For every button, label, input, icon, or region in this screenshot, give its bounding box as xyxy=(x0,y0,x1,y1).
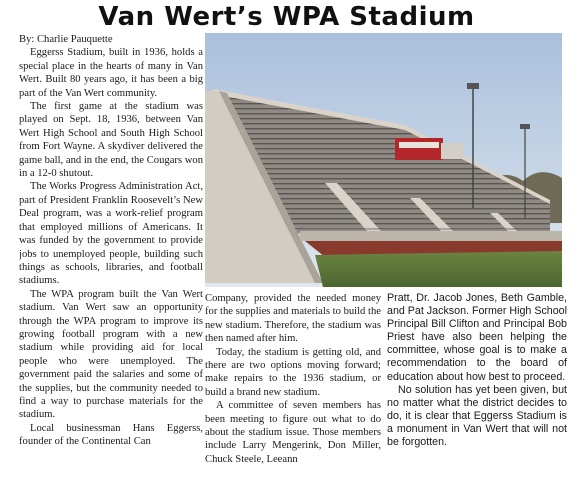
article-column-2 xyxy=(205,292,381,492)
press-box xyxy=(395,138,443,160)
article-column-3 xyxy=(387,292,567,492)
paragraph: The Works Progress Administration Act, part of President Franklin Roosevelt’s New Deal program, was a work-relief program that employed millions of Americans. It was funded by the government to provide jobs to unemployed people, building such things as schools, libraries, and football stadiums. xyxy=(19,181,203,287)
paragraph: A committee of seven members has been meeting to figure out what to do about the stadium issue. Those members include Larry Mengerink, Don Miller, Chuck Steele, Leeann xyxy=(205,400,381,465)
stadium-photo xyxy=(205,33,562,287)
paragraph: No solution has yet been given, but no matter what the district decides to do, it is clear that Eggerss Stadium is a monument in Van Wert that will not be forgotten. xyxy=(387,383,567,449)
paragraph: Local businessman Hans Eggerss, founder of the Continental Can xyxy=(19,422,203,448)
byline: By: Charlie Pauquette xyxy=(19,34,113,45)
paragraph: Pratt, Dr. Jacob Jones, Beth Gamble, and Pat Jackson. Former High School Principal Bill Clifton and Principal Bob Priest have also been helping the committee, whose goal is to make a recommendation to the board of education about how best to proceed. xyxy=(387,292,567,383)
headline: Van Wert’s WPA Stadium xyxy=(98,2,475,32)
field-grass xyxy=(315,251,562,287)
paragraph: Company, provided the needed money for the supplies and materials to build the new stadium. Therefore, the stadium was then named after him. xyxy=(205,293,381,345)
paragraph: The first game at the stadium was played on Sept. 18, 1936, between Van Wert High School and South High School from Fort Wayne. A skydiver delivered the game ball, and in the end, the Cougars won in a 12-0 shutout. xyxy=(19,101,203,180)
paragraph: Eggerss Stadium, built in 1936, holds a special place in the hearts of many in Van Wert. Built 80 years ago, it has been a big part of the Van Wert community. xyxy=(19,47,203,99)
paragraph: Today, the stadium is getting old, and there are two options moving forward; make repairs to the 1936 stadium, or build a brand new stadium. xyxy=(205,346,381,398)
article-column-1 xyxy=(19,33,203,491)
paragraph: The WPA program built the Van Wert stadium. Van Wert saw an opportunity through the WPA program to improve its growing football program with a new stadium while providing aid for local people who were unemployed. The government paid the salaries and some of the supplies, but the community needed to find a way to purchase materials for the stadium. xyxy=(19,288,203,421)
